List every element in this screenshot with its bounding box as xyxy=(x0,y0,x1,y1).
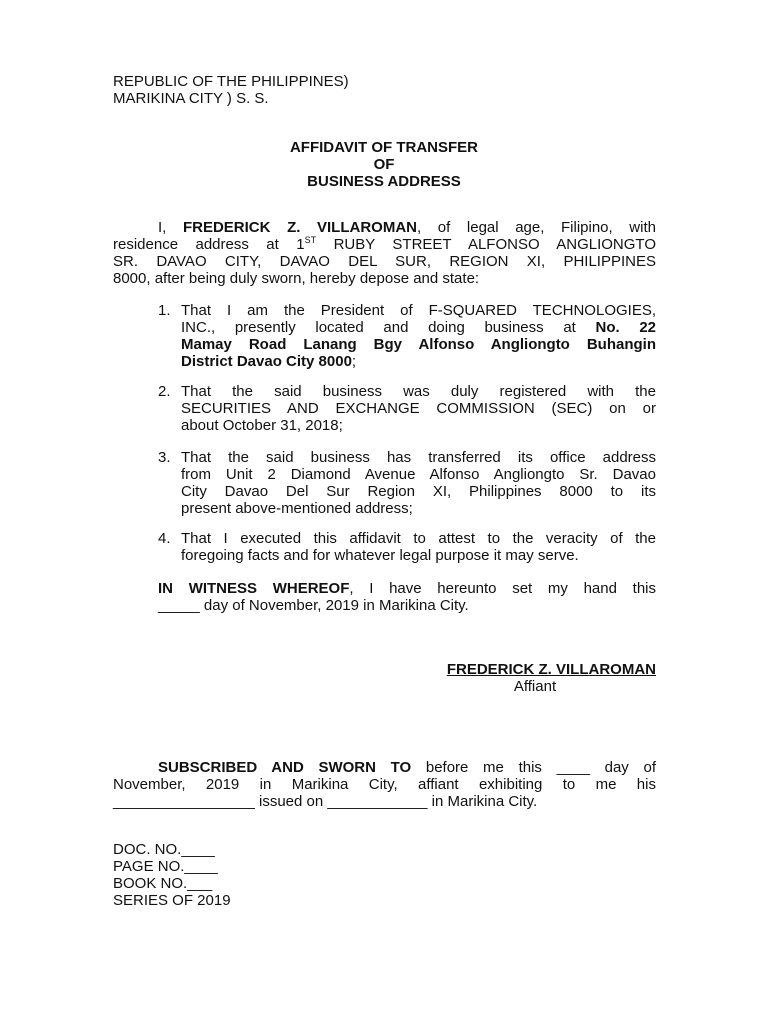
signature-name: FREDERICK Z. VILLAROMAN xyxy=(446,661,656,678)
page-number: PAGE NO.____ xyxy=(113,858,218,875)
list-item: That the said business has transferred its office address from Unit 2 Diamond Avenue Alfonso Angliongto Sr. Davao City Davao Del Sur Region XI, Philippines 8000 to its present above-mentioned address; xyxy=(181,449,656,517)
jurat-paragraph: SUBSCRIBED AND SWORN TO before me this ____ day of November, 2019 in Marikina City, affiant exhibiting to me his _________________ issued on ____________ in Marikina City. xyxy=(113,759,656,810)
title-line-3: BUSINESS ADDRESS xyxy=(307,173,461,190)
intro-line-1: I, FREDERICK Z. VILLAROMAN, of legal age, Filipino, with xyxy=(158,219,656,236)
title-line-2: OF xyxy=(373,156,395,173)
notarial-register xyxy=(113,841,231,909)
doc-number: DOC. NO.____ xyxy=(113,841,215,858)
intro-line-2: residence address at 1ST RUBY STREET ALFONSO ANGLIONGTO xyxy=(113,235,656,253)
venue-city: MARIKINA CITY ) S. S. xyxy=(113,90,269,107)
item-number: 1. xyxy=(158,302,171,319)
item-number: 3. xyxy=(158,449,171,466)
list-item: That I am the President of F-SQUARED TECHNOLOGIES, INC., presently located and doing business at No. 22 Mamay Road Lanang Bgy Alfonso Angliongto Buhangin District Davao City 8000; xyxy=(181,302,657,370)
series-year: SERIES OF 2019 xyxy=(113,892,231,909)
list-item: That I executed this affidavit to attest to the veracity of the foregoing facts and for whatever legal purpose it may serve. xyxy=(181,530,656,564)
intro-paragraph xyxy=(113,219,656,287)
intro-line-4: 8000, after being duly sworn, hereby depose and state: xyxy=(113,270,480,287)
title-line-1: AFFIDAVIT OF TRANSFER xyxy=(289,139,479,156)
affiant-name: FREDERICK Z. VILLAROMAN xyxy=(182,219,417,236)
list-item: That the said business was duly registered with the SECURITIES AND EXCHANGE COMMISSION (SEC) on or about October 31, 2018; xyxy=(181,383,656,434)
signature-role: Affiant xyxy=(513,678,557,695)
document-title xyxy=(234,139,534,190)
item-number: 4. xyxy=(158,530,171,547)
item-number: 2. xyxy=(158,383,171,400)
venue-republic: REPUBLIC OF THE PHILIPPINES) xyxy=(113,73,349,90)
book-number: BOOK NO.___ xyxy=(113,875,213,892)
witness-paragraph: IN WITNESS WHEREOF, I have hereunto set my hand this _____ day of November, 2019 in Marikina City. xyxy=(158,580,656,614)
intro-line-3: SR. DAVAO CITY, DAVAO DEL SUR, REGION XI, PHILIPPINES xyxy=(113,253,656,270)
venue-block xyxy=(113,73,349,107)
